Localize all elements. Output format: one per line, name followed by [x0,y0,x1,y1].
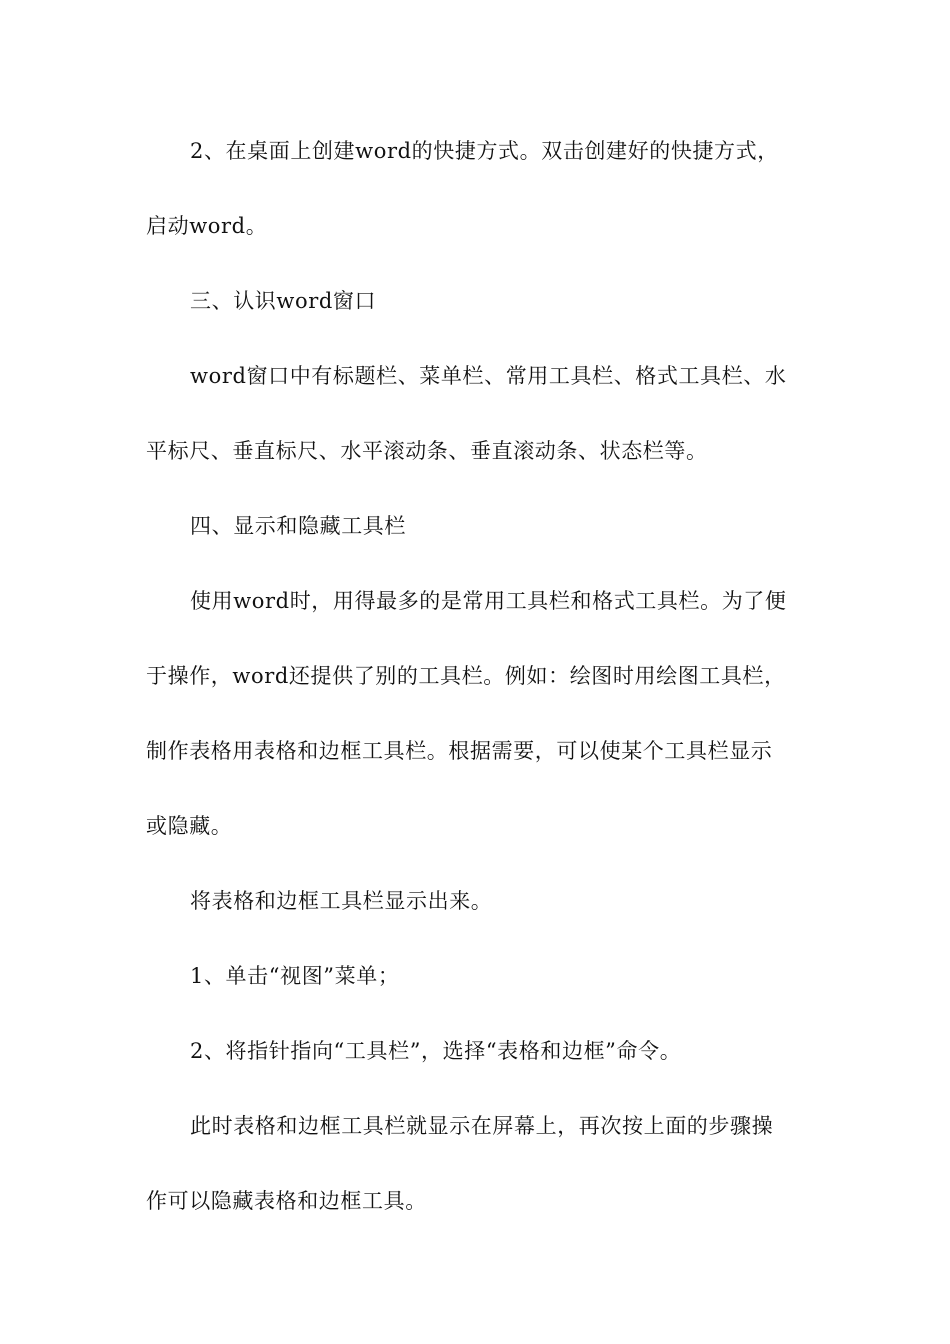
section-heading-know-word-window: 三、认识word窗口 [190,289,377,313]
paragraph-toolbars-usage-line-3: 制作表格用表格和边框工具栏。根据需要，可以使某个工具栏显示 [146,739,773,763]
paragraph-toolbars-usage-line-4: 或隐藏。 [146,814,233,838]
paragraph-toolbars-usage-line-2: 于操作，word还提供了别的工具栏。例如：绘图时用绘图工具栏， [146,664,786,688]
paragraph-step-2-select-toolbar-command: 2、将指针指向“工具栏”，选择“表格和边框”命令。 [190,1039,682,1063]
paragraph-word-window-parts-line-1: word窗口中有标题栏、菜单栏、常用工具栏、格式工具栏、水 [190,364,787,388]
paragraph-word-window-parts-line-2: 平标尺、垂直标尺、水平滚动条、垂直滚动条、状态栏等。 [146,439,708,463]
section-heading-show-hide-toolbars: 四、显示和隐藏工具栏 [190,514,406,538]
paragraph-step-2-create-shortcut-line-2: 启动word。 [146,214,268,238]
paragraph-result-line-2: 作可以隐藏表格和边框工具。 [146,1189,427,1213]
paragraph-step-2-create-shortcut-line-1: 2、在桌面上创建word的快捷方式。双击创建好的快捷方式， [190,139,779,163]
paragraph-toolbars-usage-line-1: 使用word时，用得最多的是常用工具栏和格式工具栏。为了便 [190,589,787,613]
paragraph-show-table-toolbar: 将表格和边框工具栏显示出来。 [190,889,493,913]
paragraph-step-1-click-view-menu: 1、单击“视图”菜单； [190,964,400,988]
paragraph-result-line-1: 此时表格和边框工具栏就显示在屏幕上，再次按上面的步骤操 [190,1114,774,1138]
